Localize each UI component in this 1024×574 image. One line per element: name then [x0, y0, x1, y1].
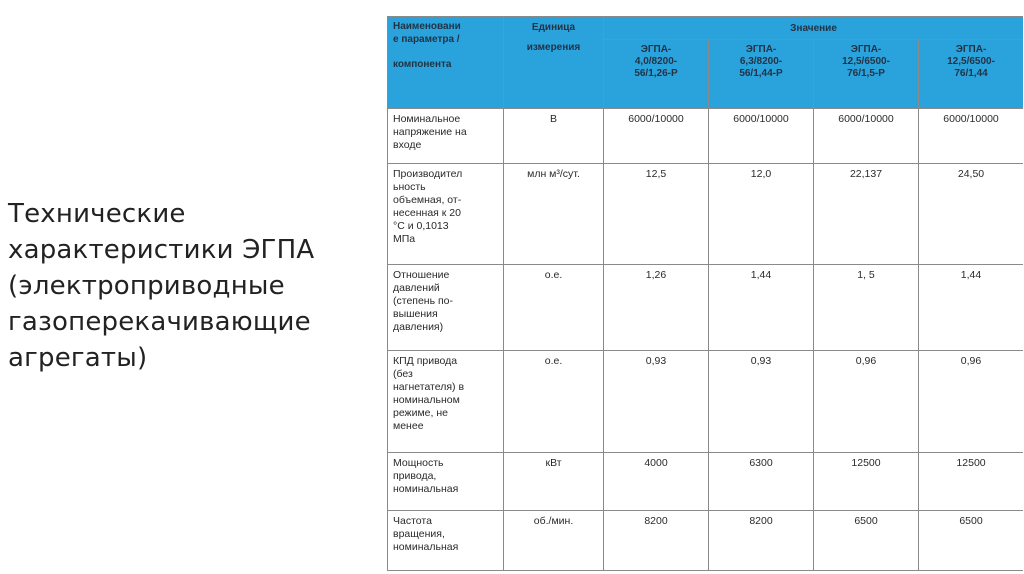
- row-unit: о.е.: [504, 351, 604, 453]
- title-line: характеристики ЭГПА: [8, 235, 315, 265]
- row-value: 1, 5: [814, 265, 919, 351]
- title-line: газоперекачивающие: [8, 307, 311, 337]
- title-line: агрегаты): [8, 343, 148, 373]
- row-value: 12,5: [604, 164, 709, 265]
- title-line: Технические: [8, 199, 186, 229]
- header-value: Значение: [604, 17, 1024, 40]
- row-value: 6000/10000: [604, 109, 709, 164]
- row-param: Частота вращения, номинальная: [388, 511, 504, 571]
- row-value: 12500: [814, 453, 919, 511]
- row-unit: млн м³/сут.: [504, 164, 604, 265]
- row-value: 12,0: [709, 164, 814, 265]
- row-unit: В: [504, 109, 604, 164]
- header-param: Наименовани е параметра / компонента: [388, 17, 504, 109]
- table-row: [388, 511, 1024, 571]
- row-param: Номинальное напряжение на входе: [388, 109, 504, 164]
- title-line: (электроприводные: [8, 271, 285, 301]
- table-row: [388, 453, 1024, 511]
- row-value: 22,137: [814, 164, 919, 265]
- row-value: 8200: [604, 511, 709, 571]
- row-unit: о.е.: [504, 265, 604, 351]
- row-value: 0,93: [709, 351, 814, 453]
- table-row: [388, 265, 1024, 351]
- row-value: 12500: [919, 453, 1024, 511]
- table-row: [388, 164, 1024, 265]
- row-value: 1,44: [709, 265, 814, 351]
- row-unit: кВт: [504, 453, 604, 511]
- row-value: 24,50: [919, 164, 1024, 265]
- header-unit: Единица измерения: [504, 17, 604, 109]
- row-param: Мощность привода, номинальная: [388, 453, 504, 511]
- header-model-2: ЭГПА- 6,3/8200- 56/1,44-Р: [709, 40, 814, 109]
- row-param: КПД привода (без нагнетателя) в номинальном режиме, не менее: [388, 351, 504, 453]
- row-value: 6000/10000: [709, 109, 814, 164]
- header-model-3: ЭГПА- 12,5/6500- 76/1,5-Р: [814, 40, 919, 109]
- row-value: 6500: [919, 511, 1024, 571]
- row-value: 6500: [814, 511, 919, 571]
- row-value: 6300: [709, 453, 814, 511]
- row-value: 4000: [604, 453, 709, 511]
- row-value: 0,93: [604, 351, 709, 453]
- row-value: 6000/10000: [814, 109, 919, 164]
- row-value: 1,26: [604, 265, 709, 351]
- row-value: 0,96: [814, 351, 919, 453]
- row-value: 8200: [709, 511, 814, 571]
- row-value: 1,44: [919, 265, 1024, 351]
- slide-title: [8, 196, 368, 376]
- row-unit: об./мин.: [504, 511, 604, 571]
- header-model-1: ЭГПА- 4,0/8200- 56/1,26-Р: [604, 40, 709, 109]
- specs-table-container: [387, 16, 1023, 574]
- row-param: Производител ьность объемная, от- несенная к 20 °С и 0,1013 МПа: [388, 164, 504, 265]
- table-row: [388, 109, 1024, 164]
- row-param: Отношение давлений (степень по- вышения давления): [388, 265, 504, 351]
- header-model-4: ЭГПА- 12,5/6500- 76/1,44: [919, 40, 1024, 109]
- row-value: 6000/10000: [919, 109, 1024, 164]
- specs-table: [387, 16, 1023, 571]
- row-value: 0,96: [919, 351, 1024, 453]
- table-row: [388, 351, 1024, 453]
